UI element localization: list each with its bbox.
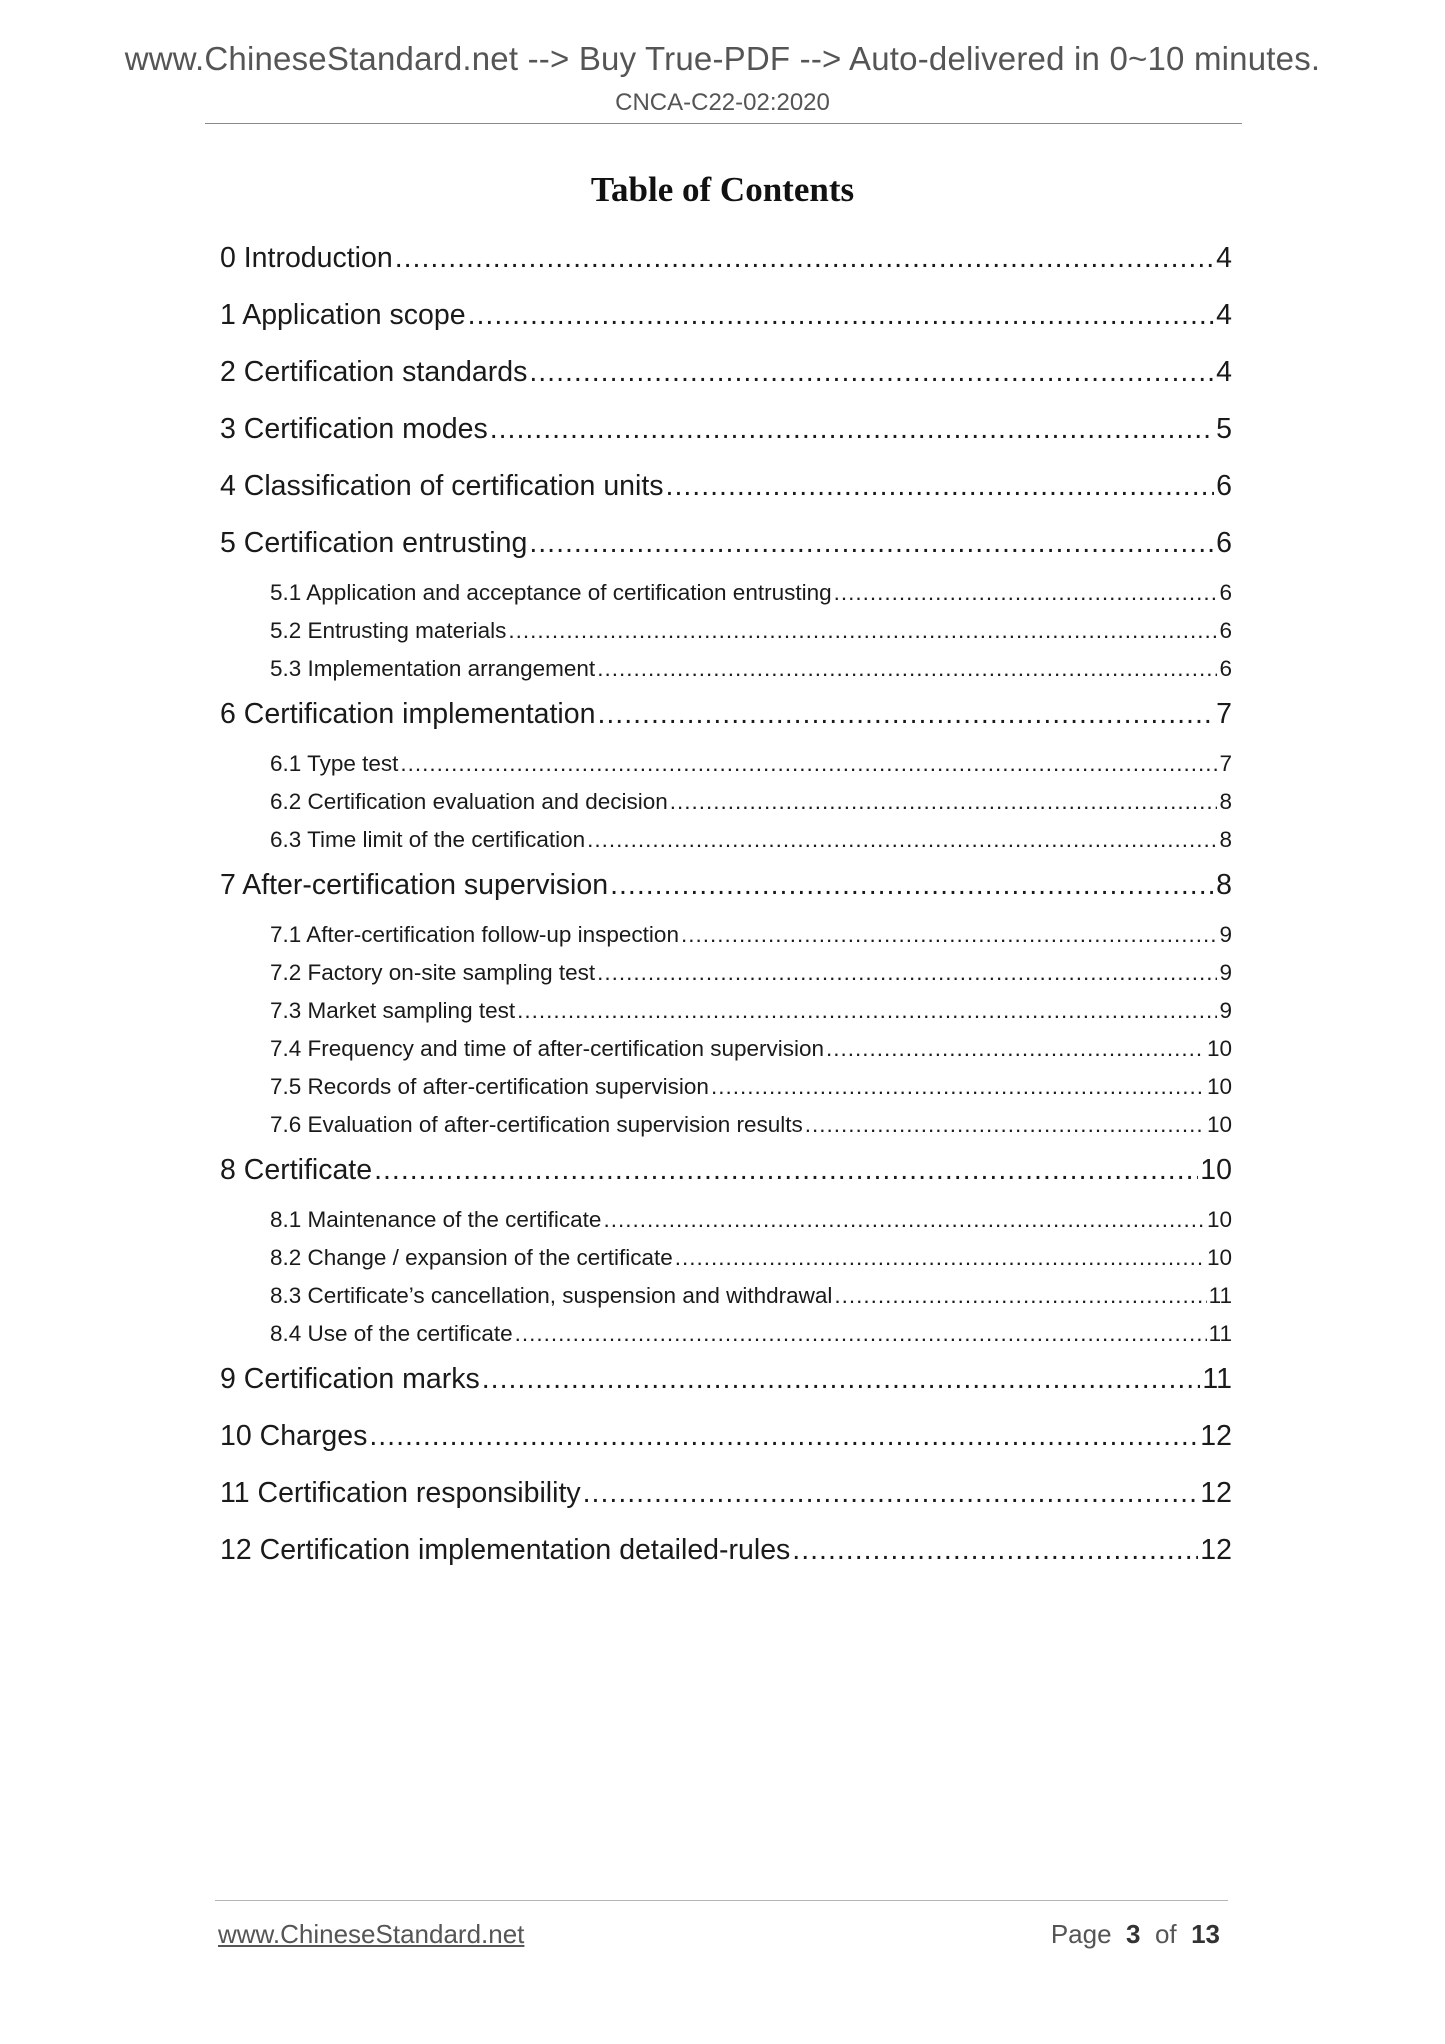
toc-entry-label: 4 Classification of certification units — [220, 470, 664, 502]
toc-subentry[interactable] — [270, 922, 1232, 954]
toc-entry-label: 8.3 Certificate’s cancellation, suspension and withdrawal — [270, 1283, 833, 1308]
toc-leader-dots — [482, 1363, 1201, 1396]
toc-entry-page: 6 — [1219, 580, 1232, 605]
toc-entry-label: 12 Certification implementation detailed-rules — [220, 1534, 791, 1566]
toc-entry[interactable] — [220, 1534, 1232, 1574]
toc-entry[interactable] — [220, 356, 1232, 396]
toc-leader-dots — [834, 580, 1218, 606]
toc-entry[interactable] — [220, 242, 1232, 282]
toc-subentry[interactable] — [270, 618, 1232, 650]
toc-entry-page: 10 — [1200, 1154, 1232, 1186]
document-id: CNCA-C22-02:2020 — [615, 89, 830, 116]
toc-entry-label: 3 Certification modes — [220, 413, 488, 445]
toc-entry-page: 12 — [1200, 1477, 1232, 1509]
toc-entry[interactable] — [220, 527, 1232, 567]
toc-entry-page: 7 — [1216, 698, 1232, 730]
toc-leader-dots — [670, 789, 1218, 815]
toc-subentry[interactable] — [270, 580, 1232, 612]
toc-entry[interactable] — [220, 413, 1232, 453]
toc-entry-page: 8 — [1216, 869, 1232, 901]
page-number — [1051, 1919, 1220, 1950]
toc-entry-page: 4 — [1216, 356, 1232, 388]
toc-entry-page: 10 — [1206, 1036, 1232, 1061]
toc-leader-dots — [529, 527, 1214, 560]
footer-divider — [215, 1900, 1228, 1901]
toc-entry-label: 8.1 Maintenance of the certificate — [270, 1207, 602, 1232]
toc-entry-page: 10 — [1206, 1245, 1232, 1270]
footer-website-link[interactable]: www.ChineseStandard.net — [218, 1919, 525, 1949]
toc-entry-label: 5.3 Implementation arrangement — [270, 656, 596, 681]
toc-subentry[interactable] — [270, 827, 1232, 859]
toc-entry-page: 6 — [1219, 656, 1232, 681]
toc-subentry[interactable] — [270, 789, 1232, 821]
toc-leader-dots — [374, 1154, 1198, 1187]
current-page: 3 — [1126, 1919, 1141, 1949]
toc-entry-page: 12 — [1200, 1420, 1232, 1452]
toc-subentry[interactable] — [270, 960, 1232, 992]
header-divider — [205, 123, 1242, 124]
toc-entry-page: 10 — [1206, 1207, 1232, 1232]
toc-leader-dots — [597, 960, 1217, 986]
toc-leader-dots — [826, 1036, 1205, 1062]
toc-entry-label: 7.5 Records of after-certification supervision — [270, 1074, 709, 1099]
toc-leader-dots — [610, 869, 1214, 902]
toc-entry-label: 2 Certification standards — [220, 356, 528, 388]
toc-leader-dots — [805, 1112, 1205, 1138]
toc-entry-label: 7.4 Frequency and time of after-certification supervision — [270, 1036, 825, 1061]
toc-leader-dots — [597, 656, 1217, 682]
toc-leader-dots — [675, 1245, 1205, 1271]
toc-leader-dots — [517, 998, 1217, 1024]
toc-leader-dots — [681, 922, 1218, 948]
toc-entry-page: 8 — [1219, 789, 1232, 814]
toc-leader-dots — [529, 356, 1214, 389]
toc-entry-page: 10 — [1206, 1112, 1232, 1137]
toc-entry-page: 8 — [1219, 827, 1232, 852]
toc-leader-dots — [792, 1534, 1198, 1567]
toc-entry-label: 7.1 After-certification follow-up inspection — [270, 922, 679, 947]
toc-entry-page: 10 — [1206, 1074, 1232, 1099]
toc-entry[interactable] — [220, 1477, 1232, 1517]
toc-entry-page: 9 — [1219, 960, 1232, 985]
toc-entry[interactable] — [220, 1154, 1232, 1194]
toc-subentry[interactable] — [270, 1283, 1232, 1315]
toc-subentry[interactable] — [270, 1112, 1232, 1144]
toc-entry-label: 6 Certification implementation — [220, 698, 596, 730]
page-word: Page — [1050, 1919, 1112, 1949]
toc-entry-label: 5.1 Application and acceptance of certification entrusting — [270, 580, 832, 605]
toc-entry-label: 11 Certification responsibility — [220, 1477, 581, 1509]
toc-leader-dots — [515, 1321, 1207, 1347]
toc-leader-dots — [603, 1207, 1205, 1233]
toc-entry-page: 7 — [1219, 751, 1232, 776]
toc-entry-label: 7.2 Factory on-site sampling test — [270, 960, 596, 985]
toc-leader-dots — [583, 1477, 1199, 1510]
total-pages: 13 — [1191, 1919, 1220, 1949]
toc-subentry[interactable] — [270, 1245, 1232, 1277]
toc-entry-label: 9 Certification marks — [220, 1363, 480, 1395]
toc-entry-label: 6.3 Time limit of the certification — [270, 827, 586, 852]
toc-entry-page: 4 — [1216, 299, 1232, 331]
toc-leader-dots — [490, 413, 1214, 446]
toc-entry-label: 5 Certification entrusting — [220, 527, 528, 559]
toc-entry-page: 11 — [1208, 1283, 1232, 1308]
toc-leader-dots — [711, 1074, 1205, 1100]
toc-entry-page: 11 — [1202, 1363, 1232, 1395]
toc-entry[interactable] — [220, 1363, 1232, 1403]
toc-leader-dots — [834, 1283, 1206, 1309]
toc-entry-page: 6 — [1216, 527, 1232, 559]
toc-entry-page: 12 — [1200, 1534, 1232, 1566]
toc-subentry[interactable] — [270, 751, 1232, 783]
toc-entry-page: 9 — [1219, 998, 1232, 1023]
toc-subentry[interactable] — [270, 656, 1232, 688]
toc-entry-label: 0 Introduction — [220, 242, 393, 274]
toc-entry-page: 11 — [1208, 1321, 1232, 1346]
toc-entry-label: 8.2 Change / expansion of the certificate — [270, 1245, 673, 1270]
toc-leader-dots — [597, 698, 1214, 731]
toc-entry-label: 1 Application scope — [220, 299, 466, 331]
toc-entry-label: 5.2 Entrusting materials — [270, 618, 507, 643]
toc-leader-dots — [508, 618, 1217, 644]
toc-entry-label: 7 After-certification supervision — [220, 869, 609, 901]
toc-leader-dots — [400, 751, 1217, 777]
toc-entry-label: 6.1 Type test — [270, 751, 399, 776]
toc-leader-dots — [468, 299, 1215, 332]
toc-entry-page: 9 — [1219, 922, 1232, 947]
toc-entry-page: 6 — [1219, 618, 1232, 643]
toc-title: Table of Contents — [590, 170, 855, 209]
toc-leader-dots — [395, 242, 1214, 275]
toc-entry-label: 7.6 Evaluation of after-certification supervision results — [270, 1112, 803, 1137]
header-banner: www.ChineseStandard.net --> Buy True-PDF --> Auto-delivered in 0~10 minutes. — [124, 40, 1321, 77]
toc-entry[interactable] — [220, 869, 1232, 909]
toc-subentry[interactable] — [270, 1321, 1232, 1353]
toc-entry-label: 8 Certificate — [220, 1154, 373, 1186]
toc-entry-label: 6.2 Certification evaluation and decision — [270, 789, 668, 814]
toc-entry[interactable] — [220, 698, 1232, 738]
toc-entry-page: 4 — [1216, 242, 1232, 274]
toc-subentry[interactable] — [270, 998, 1232, 1030]
toc-entry-page: 5 — [1216, 413, 1232, 445]
toc-leader-dots — [587, 827, 1217, 853]
toc-subentry[interactable] — [270, 1074, 1232, 1106]
toc-leader-dots — [369, 1420, 1198, 1453]
toc-entry-page: 6 — [1216, 470, 1232, 502]
toc-subentry[interactable] — [270, 1207, 1232, 1239]
toc-entry[interactable] — [220, 299, 1232, 339]
toc-leader-dots — [666, 470, 1215, 503]
toc-entry-label: 10 Charges — [220, 1420, 368, 1452]
toc-entry[interactable] — [220, 1420, 1232, 1460]
of-word: of — [1154, 1919, 1177, 1949]
toc-entry-label: 7.3 Market sampling test — [270, 998, 516, 1023]
toc-entry[interactable] — [220, 470, 1232, 510]
toc-subentry[interactable] — [270, 1036, 1232, 1068]
toc-entry-label: 8.4 Use of the certificate — [270, 1321, 513, 1346]
